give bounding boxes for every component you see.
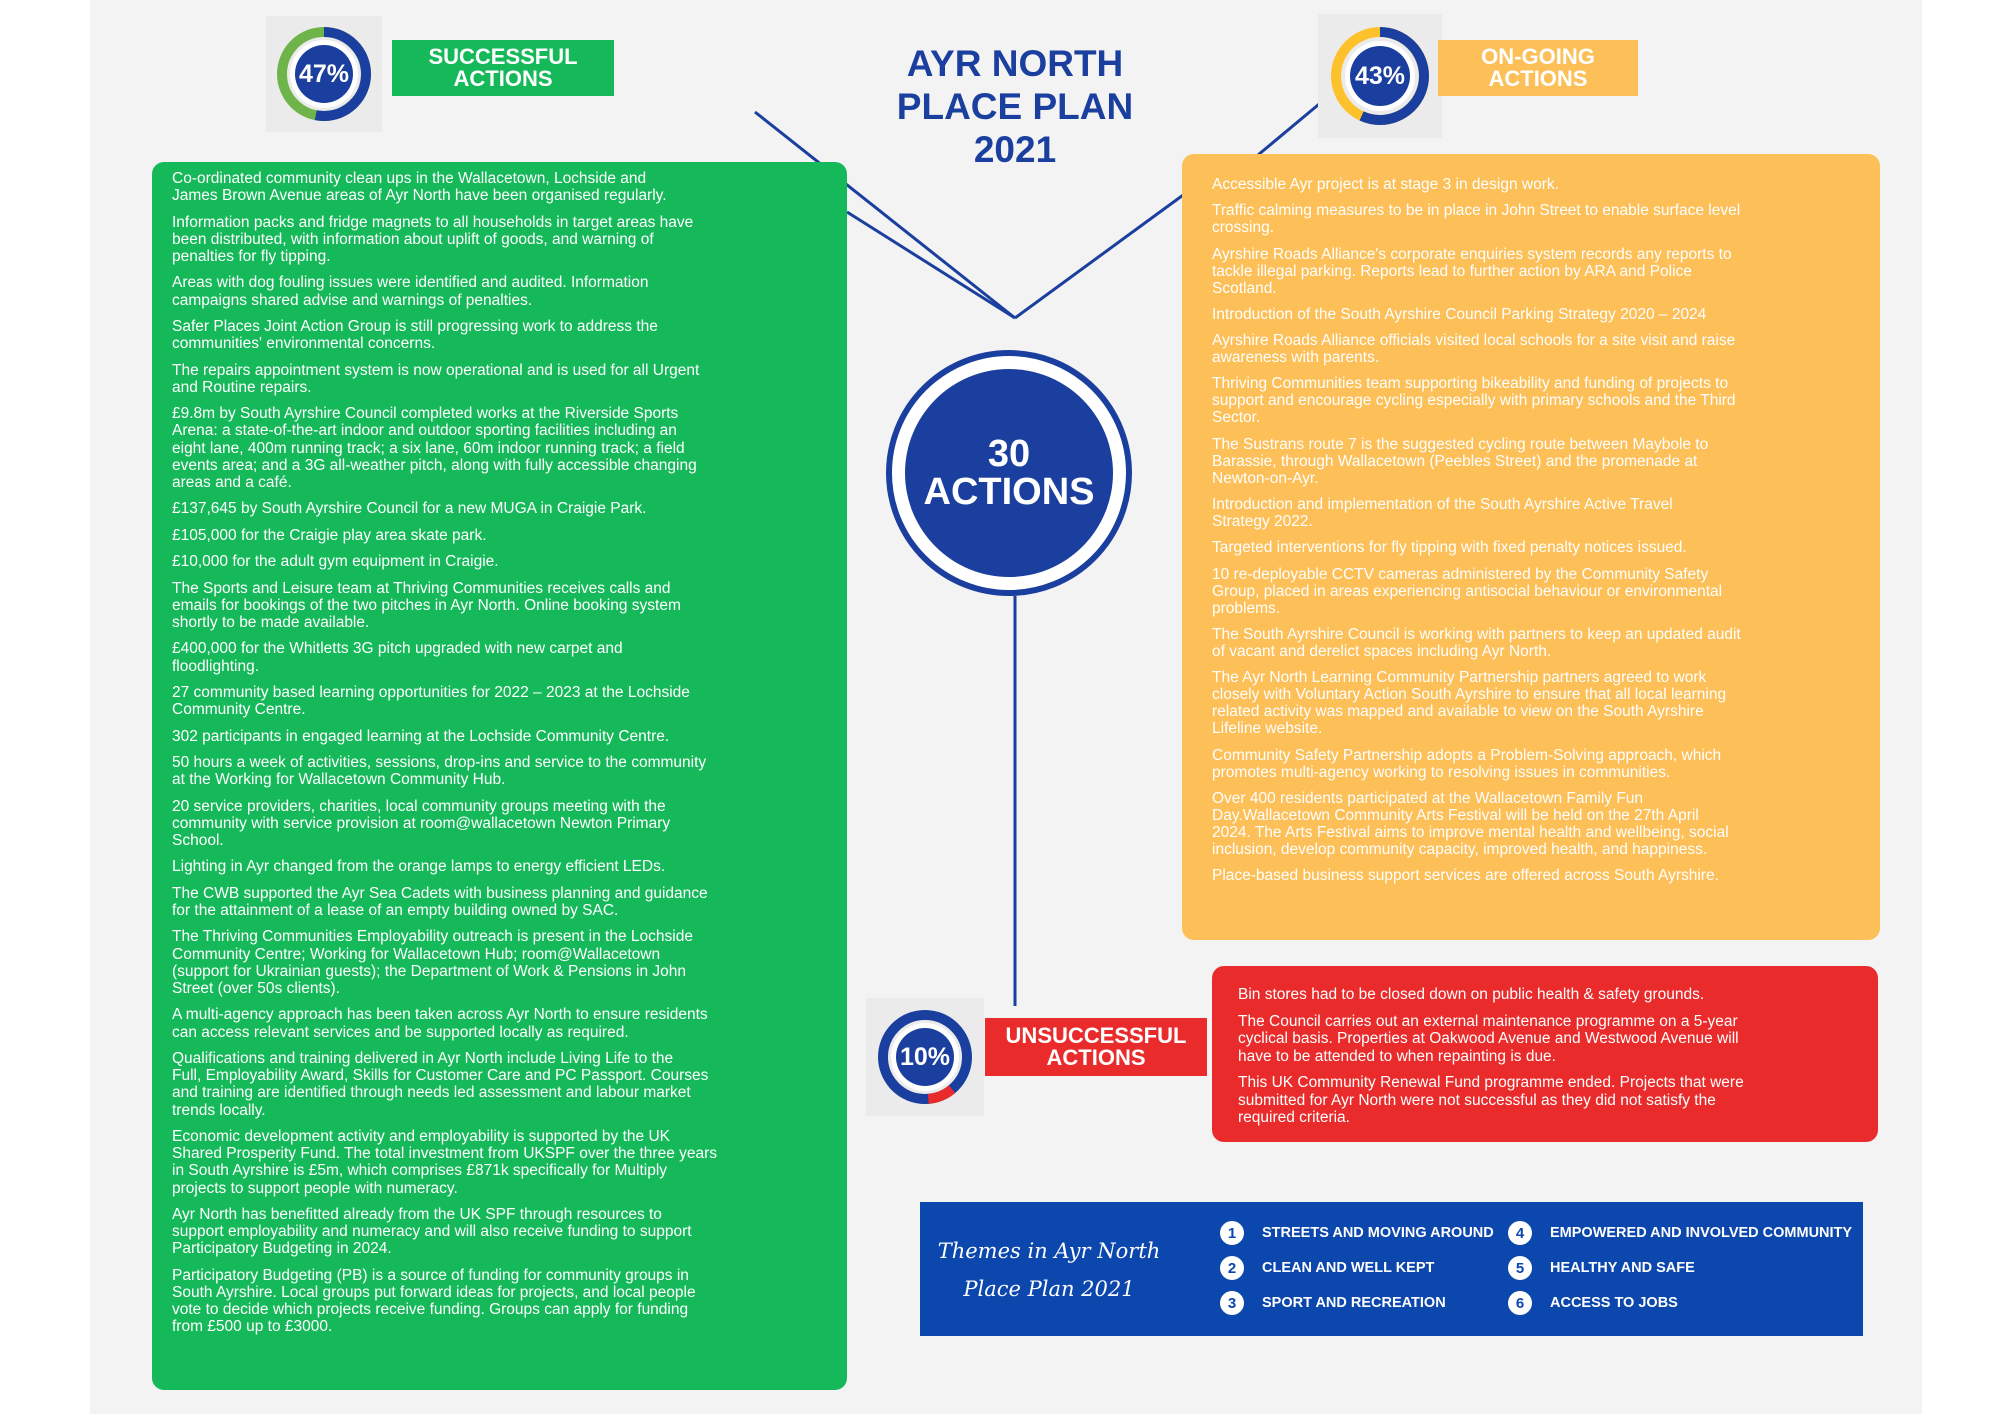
ongoing-actions-panel <box>1182 154 1880 940</box>
successful-item: Lighting in Ayr changed from the orange lamps to energy efficient LEDs. <box>172 858 666 876</box>
successful-item: 302 participants in engaged learning at the Lochside Community Centre. <box>172 727 670 745</box>
successful-item: The repairs appointment system is now operational and is used for all Urgent and Routine repairs. <box>172 361 700 396</box>
ongoing-item: Traffic calming measures to be in place in John Street to enable surface level crossing. <box>1212 202 1741 237</box>
theme-item <box>1220 1256 1434 1280</box>
ongoing-item: 10 re-deployable CCTV cameras administered by the Community Safety Group, placed in areas experiencing antisocial behaviour or environmental problems. <box>1212 565 1723 617</box>
successful-item: A multi-agency approach has been taken across Ayr North to ensure residents can access relevant services and be supported locally as required. <box>172 1006 708 1041</box>
theme-item <box>1508 1221 1852 1245</box>
successful-item: £105,000 for the Craigie play area skate park. <box>172 526 487 544</box>
successful-item: Qualifications and training delivered in Ayr North include Living Life to the Full, Employability Award, Skills for Customer Care and PC Passport. Courses and training are identified through needs led assessment and labour market trends locally. <box>172 1049 709 1119</box>
successful-item: Co-ordinated community clean ups in the Wallacetown, Lochside and James Brown Avenue areas of Ayr North have been organised regularly. <box>172 170 667 205</box>
themes-box <box>920 1202 1863 1336</box>
unsuccessful-gauge <box>866 998 984 1120</box>
successful-item: £10,000 for the adult gym equipment in Craigie. <box>172 553 499 571</box>
ongoing-item: The Ayr North Learning Community Partnership partners agreed to work closely with Voluntary Action South Ayrshire to ensure that all local learning related activity was mapped and available to view on the South Ayrshire Lifeline website. <box>1212 669 1727 738</box>
unsuccessful-item: This UK Community Renewal Fund programme ended. Projects that were submitted for Ayr North were not successful as they did not satisfy the required criteria. <box>1238 1074 1744 1126</box>
ongoing-percent: 43% <box>1354 61 1406 90</box>
ongoing-label: ON-GOING ACTIONS <box>1438 40 1638 96</box>
successful-actions-panel <box>152 162 847 1390</box>
total-actions-count: 30 <box>987 433 1031 475</box>
total-actions-circle <box>886 350 1132 596</box>
ongoing-item: Ayrshire Roads Alliance officials visited local schools for a site visit and raise awareness with parents. <box>1212 332 1736 367</box>
successful-item: The CWB supported the Ayr Sea Cadets with business planning and guidance for the attainment of a lease of an empty building owned by SAC. <box>172 884 708 919</box>
unsuccessful-actions-panel <box>1212 966 1878 1142</box>
total-actions-label: ACTIONS <box>923 471 1095 513</box>
ongoing-item: Thriving Communities team supporting bikeability and funding of projects to support and encourage cycling especially with primary schools and the Third Sector. <box>1212 375 1736 427</box>
theme-item <box>1508 1256 1695 1280</box>
ongoing-item: The Sustrans route 7 is the suggested cycling route between Maybole to Barassie, through Wallacetown (Peebles Street) and the promenade at Newton-on-Ayr. <box>1212 435 1709 487</box>
theme-item <box>1220 1221 1494 1245</box>
total-actions-inner <box>905 369 1113 577</box>
successful-item: £9.8m by South Ayrshire Council completed works at the Riverside Sports Arena: a state-of-the-art indoor and outdoor sporting facilities including an eight lane, 400m running track; a six lane, 60m indoor running track; a field events area; and a 3G all-weather pitch, along with fully accessible changing areas and a café. <box>172 405 697 491</box>
theme-label: EMPOWERED AND INVOLVED COMMUNITY <box>1550 1225 1853 1241</box>
theme-number-badge: 2 <box>1220 1256 1244 1280</box>
successful-item: Economic development activity and employability is supported by the UK Shared Prosperity Fund. The total investment from UKSPF over the three years in South Ayrshire is £5m, which comprises £871k specifically for Multiply projects to support people with numeracy. <box>172 1127 718 1197</box>
theme-number-badge: 4 <box>1508 1221 1532 1245</box>
themes-title: Themes in Ayr North Place Plan 2021 <box>937 1239 1161 1301</box>
successful-item: 20 service providers, charities, local community groups meeting with the community with service provision at room@wallacetown Newton Primary School. <box>172 797 671 849</box>
theme-item <box>1508 1291 1678 1315</box>
theme-item <box>1220 1291 1446 1315</box>
ongoing-item: Accessible Ayr project is at stage 3 in design work. <box>1212 176 1559 193</box>
theme-label: STREETS AND MOVING AROUND <box>1262 1225 1494 1241</box>
connector-green-panel <box>847 212 1015 318</box>
theme-number-badge: 6 <box>1508 1291 1532 1315</box>
theme-number-badge: 5 <box>1508 1256 1532 1280</box>
unsuccessful-item: The Council carries out an external maintenance programme on a 5-year cyclical basis. Properties at Oakwood Avenue and Westwood Avenue will have to be attended to when repainting is due. <box>1238 1012 1739 1065</box>
theme-label: CLEAN AND WELL KEPT <box>1262 1260 1435 1276</box>
theme-label: HEALTHY AND SAFE <box>1550 1260 1695 1276</box>
successful-item: 27 community based learning opportunities for 2022 – 2023 at the Lochside Community Centre. <box>172 683 690 719</box>
successful-item: £137,645 by South Ayrshire Council for a new MUGA in Craigie Park. <box>172 500 647 518</box>
successful-item: The Sports and Leisure team at Thriving Communities receives calls and emails for bookings of the two pitches in Ayr North. Online booking system shortly to be made available. <box>172 579 681 631</box>
successful-item: Ayr North has benefitted already from the UK SPF through resources to support employability and numeracy and will also receive funding to support Participatory Budgeting in 2024. <box>172 1205 692 1258</box>
ongoing-item: Place-based business support services are offered across South Ayrshire. <box>1212 867 1719 885</box>
successful-item: Safer Places Joint Action Group is still progressing work to address the communities' environmental concerns. <box>172 317 658 353</box>
page-title: AYR NORTH PLACE PLAN 2021 <box>896 43 1134 170</box>
unsuccessful-label: UNSUCCESSFUL ACTIONS <box>985 1018 1207 1076</box>
ongoing-gauge <box>1318 14 1442 142</box>
ongoing-item: Introduction and implementation of the South Ayrshire Active Travel Strategy 2022. <box>1212 496 1673 531</box>
successful-item: Participatory Budgeting (PB) is a source of funding for community groups in South Ayrshire. Local groups put forward ideas for projects, and local people vote to decide which projects receive funding. Groups can apply for funding from £500 up to £3000. <box>172 1266 696 1336</box>
successful-item: Areas with dog fouling issues were identified and audited. Information campaigns shared advise and warnings of penalties. <box>172 274 649 309</box>
ongoing-item: Ayrshire Roads Alliance's corporate enquiries system records any reports to tackle illegal parking. Reports lead to further action by ARA and Police Scotland. <box>1212 245 1732 297</box>
ongoing-item: Introduction of the South Ayrshire Council Parking Strategy 2020 – 2024 <box>1212 305 1707 323</box>
successful-item: Information packs and fridge magnets to all households in target areas have been distributed, with information about uplift of goods, and warning of penalties for fly tipping. <box>172 213 694 265</box>
successful-item: £400,000 for the Whitletts 3G pitch upgraded with new carpet and floodlighting. <box>172 640 623 675</box>
theme-label: ACCESS TO JOBS <box>1550 1295 1678 1311</box>
ongoing-item: Over 400 residents participated at the Wallacetown Family Fun Day.Wallacetown Community Arts Festival will be held on the 27th April 2024. The Arts Festival aims to improve mental health and wellbeing, social inclusion, develop community capacity, improved health, and happiness. <box>1212 789 1729 858</box>
ongoing-item: The South Ayrshire Council is working with partners to keep an updated audit of vacant and derelict spaces including Ayr North. <box>1212 625 1741 660</box>
ongoing-item: Community Safety Partnership adopts a Problem-Solving approach, which promotes multi-agency working to resolving issues in communities. <box>1212 746 1722 781</box>
ongoing-item: Targeted interventions for fly tipping with fixed penalty notices issued. <box>1212 539 1687 557</box>
connector-orange-panel <box>1015 190 1190 318</box>
success-label: SUCCESSFUL ACTIONS <box>392 40 614 96</box>
unsuccessful-item: Bin stores had to be closed down on public health & safety grounds. <box>1238 986 1705 1003</box>
successful-item: 50 hours a week of activities, sessions, drop-ins and service to the community at the Working for Wallacetown Community Hub. <box>172 753 707 789</box>
success-percent: 47% <box>298 59 350 88</box>
successful-item: The Thriving Communities Employability outreach is present in the Lochside Community Centre; Working for Wallacetown Hub; room@Wallacetown (support for Ukrainian guests); the Department of Work & Pensions in John Street (over 50s clients). <box>172 928 693 997</box>
unsuccessful-percent: 10% <box>899 1042 951 1071</box>
theme-label: SPORT AND RECREATION <box>1262 1295 1446 1311</box>
theme-number-badge: 1 <box>1220 1221 1244 1245</box>
success-gauge <box>266 16 382 136</box>
theme-number-badge: 3 <box>1220 1291 1244 1315</box>
